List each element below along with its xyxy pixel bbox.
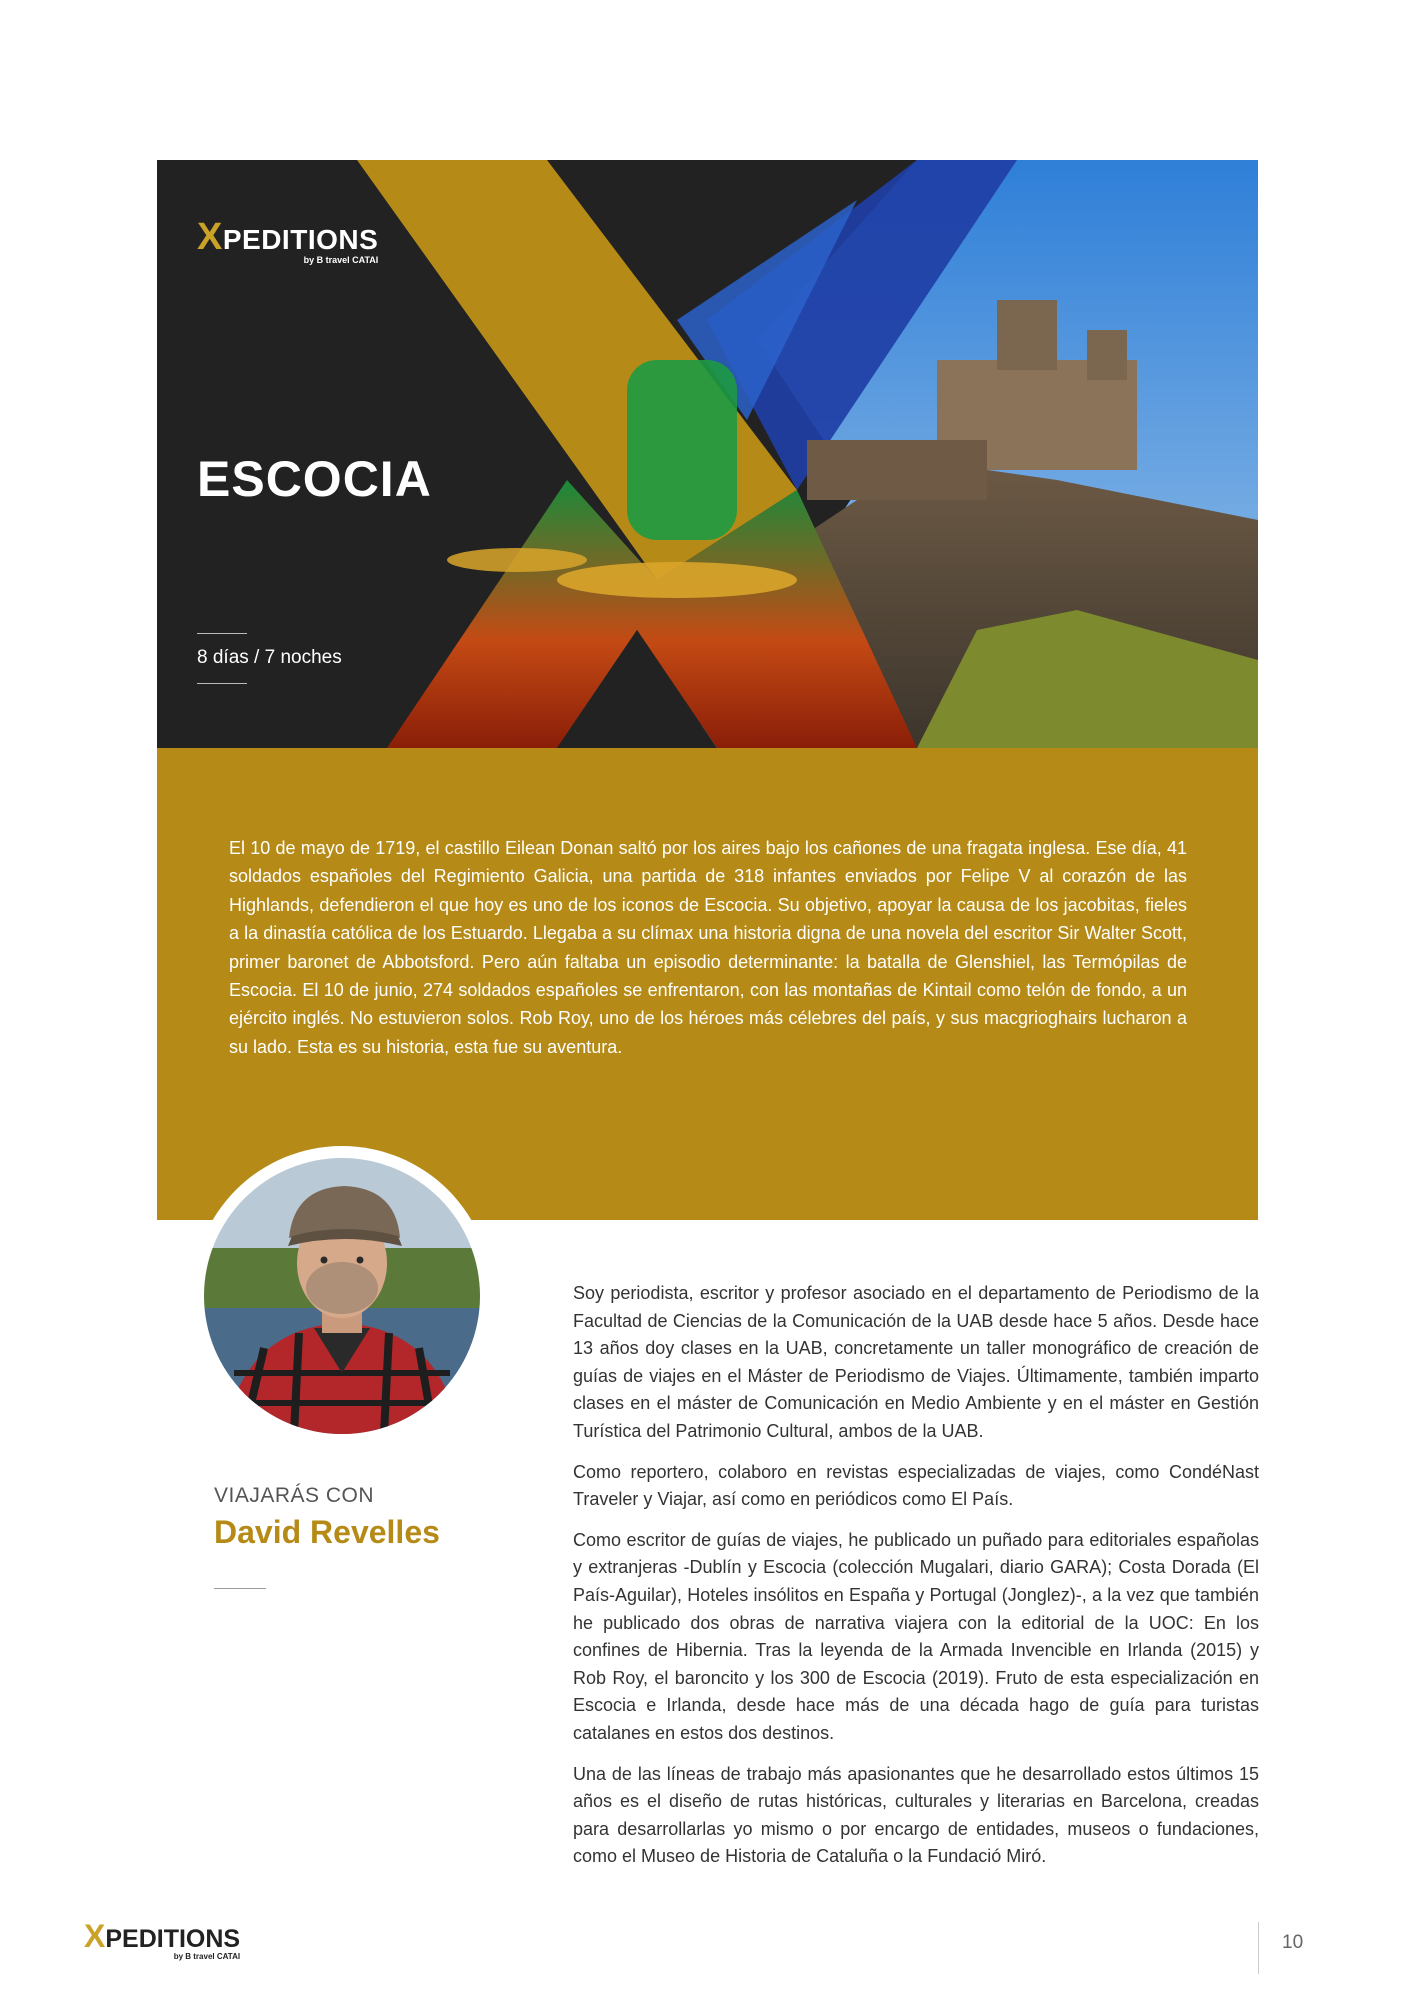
- bio-paragraph: Como reportero, colaboro en revistas especializadas de viajes, como CondéNast Traveler y Viajar, así como en periódicos como El País.: [573, 1461, 1259, 1510]
- fountain-basin-left: [447, 548, 587, 572]
- footer-logo-wordmark: [84, 1918, 240, 1955]
- page-number-divider: [1258, 1922, 1259, 1974]
- trip-duration: 8 días / 7 noches: [197, 647, 342, 668]
- footer-logo-sub: by B travel CATAI: [173, 1952, 241, 1961]
- page-title: ESCOCIA: [197, 451, 432, 507]
- footer-logo: [84, 1918, 240, 1961]
- castle-tower: [1087, 330, 1127, 380]
- footer-logo-x: X: [84, 1918, 106, 1954]
- logo-rest: PEDITIONS: [222, 224, 379, 255]
- guide-photo: [204, 1158, 480, 1434]
- guide-avatar-ring: [192, 1146, 492, 1446]
- duration-rule-top: [197, 633, 247, 634]
- travel-with-label: VIAJARÁS CON: [214, 1484, 375, 1507]
- duration-rule-bottom: [197, 683, 247, 684]
- hero-logo: [197, 216, 378, 265]
- bio-paragraph: Soy periodista, escritor y profesor asociado en el departamento de Periodismo de la Facultad de Ciencias de la Comunicación de la UAB desde hace 5 años. Desde hace 13 años doy clases en la UAB, concretamente un taller monográfico de creación de guías de viajes en el Máster de Periodismo de Viajes. Últimamente, también imparto clases en el máster de Comunicación en Medio Ambiente y en el máster en Gestión Turística del Patrimonio Cultural, ambos de la UAB.: [573, 1283, 1259, 1441]
- intro-text: El 10 de mayo de 1719, el castillo Eilean Donan saltó por los aires bajo los cañones de una fragata inglesa. Ese día, 41 soldados españoles del Regimiento Galicia, una partida de 318 infantes enviados por Felipe V al corazón de las Highlands, defendieron el que hoy es uno de los iconos de Escocia. Su objetivo, apoyar la causa de los jacobitas, fieles a la dinastía católica de los Estuardo. Llegaba a su clímax una historia digna de una novela del escritor Sir Walter Scott, primer baronet de Abbotsford. Pero aún faltaba un episodio determinante: la batalla de Glenshiel, las Termópilas de Escocia. El 10 de junio, 274 soldados españoles se enfrentaron, con las montañas de Kintail como telón de fondo, a un ejército inglés. No estuvieron solos. Rob Roy, uno de los héroes más célebres del país, y sus macgrioghairs lucharon a su lado. Esta es su historia, esta fue su aventura.: [229, 838, 1187, 1057]
- avatar: [204, 1158, 480, 1434]
- fountain-figures: [627, 360, 737, 540]
- castle-lower-wall: [807, 440, 987, 500]
- bio-paragraph: Como escritor de guías de viajes, he publicado un puñado para editoriales españolas y extranjeras -Dublín y Escocia (colección Mugalari, diario GARA); Costa Dorada (El País-Aguilar), Hoteles insólitos en España y Portugal (Jonglez)-, a la vez que también he publicado dos obras de narrativa viajera con la editorial de la UOC: En los confines de Hibernia. Tras la leyenda de la Armada Invencible en Irlanda (2015) y Rob Roy, el baroncito y los 300 de Escocia (2019). Fruto de esta especialización en Escocia e Irlanda, desde hace más de una década hago de guía para turistas catalanes en estos dos destinos.: [573, 1529, 1259, 1743]
- guide-rule: [214, 1588, 266, 1589]
- bio-paragraph: Una de las líneas de trabajo más apasionantes que he desarrollado estos últimos 15 años es el diseño de rutas históricas, culturales y literarias en Barcelona, creadas para desarrollarlas yo mismo o por encargo de entidades, museos o fundaciones, como el Museo de Historia de Cataluña o la Fundació Miró.: [573, 1763, 1259, 1867]
- hero-logo-sub: by B travel CATAI: [303, 255, 379, 265]
- footer-logo-rest: PEDITIONS: [105, 1925, 241, 1953]
- logo-x: X: [197, 216, 223, 258]
- guide-name: David Revelles: [214, 1514, 440, 1550]
- page-number: 10: [1282, 1932, 1304, 1953]
- castle-keep: [997, 300, 1057, 370]
- hero-banner: [157, 160, 1258, 748]
- hero-logo-wordmark: [197, 216, 378, 259]
- guide-bio: [573, 1280, 1259, 1884]
- fountain-basin: [557, 562, 797, 598]
